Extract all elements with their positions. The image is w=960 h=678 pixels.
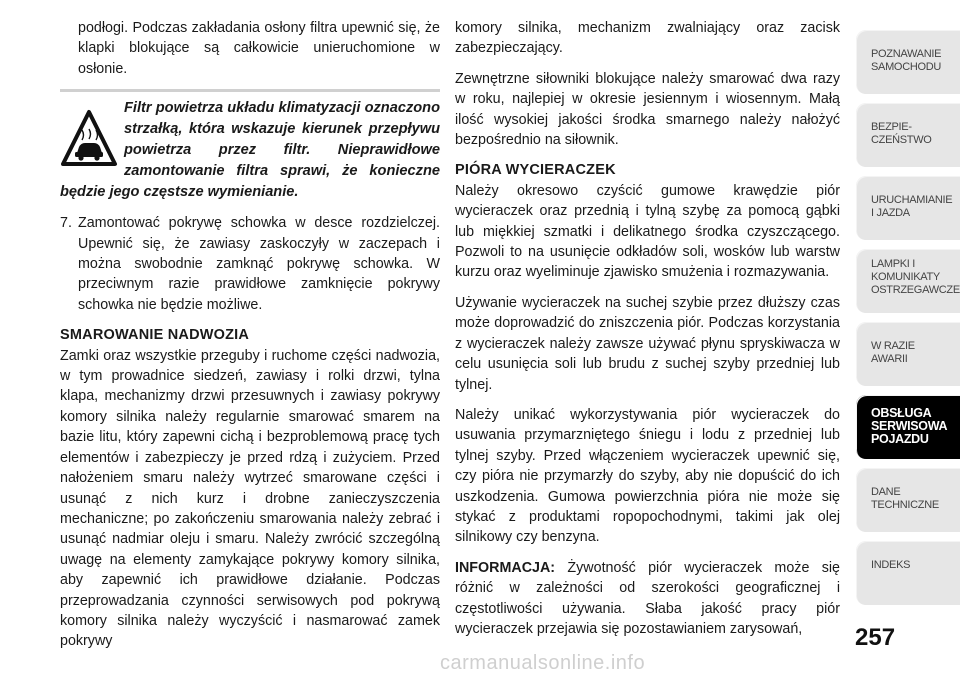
tab-obsluga-serwisowa[interactable]: OBSŁUGA SERWISOWA POJAZDU [856,395,960,459]
right-paragraph-5: Należy unikać wykorzystywania piór wycieraczek do usuwania przymarzniętego śniegu i lodu z przedniej lub tylnej szyby. Przed włączeniem wycieraczek upewnić się, czy pióra nie przymarzły do szyby, aby nie dopuścić do ich uszkodzenia. Gumowa powierzchnia pióra nie może się stykać z produktami ropopochodnymi, takimi jak olej silnikowy czy benzyna. [455,406,840,546]
intro-paragraph: podłogi. Podczas zakładania osłony filtra upewnić się, że klapki blokujące są całkowicie unieruchomione w osłonie. [78,20,440,77]
warning-text: Filtr powietrza układu klimatyzacji oznaczono strzałką, która wskazuje kierunek przepływu powietrza przez filtr. Nieprawidłowe zamontowanie filtra sprawi, że konieczne będzie jego częstsze wymienianie. [60,100,440,201]
right-paragraph-1: komory silnika, mechanizm zwalniający oraz zacisk zabezpieczający. [455,20,840,57]
lubrication-paragraph: Zamki oraz wszystkie przeguby i ruchome części nadwozia, w tym prowadnice siedzeń, zawiasy i rolki drzwi, tylna klapa, mechanizmy drzwi przesuwnych i zawiasy pokrywy komory silnika należy regularnie smarować smarem na bazie litu, który zapewni cichą i bezproblemową pracę tych elementów i zabezpieczy je przed rdzą i zużyciem. Przed nałożeniem smaru należy wytrzeć smarowane części i usunąć z nich kurz i drobne zanieczyszczenia mechaniczne; po zakończeniu smarowania należy zebrać i usunąć nadmiar oleju i smaru. Należy zwrócić szczególną uwagę na elementy zamykające pokrywy komory silnika, aby zapewnić ich prawidłowe działanie. Podczas przeprowadzania czynności serwisowych pod pokrywą komory silnika należy wyczyścić i nasmarować zamek pokrywy [60,347,440,650]
right-paragraph-2: Zewnętrzne siłowniki blokujące należy smarować dwa razy w roku, najlepiej w okresie jesiennym i wiosennym. Małą ilość wysokiej jakości środka smarnego należy nałożyć bezpośrednio na siłownik. [455,70,840,149]
warning-triangle-car-icon [60,108,118,170]
section-heading-lubrication: SMAROWANIE NADWOZIA [60,327,250,344]
tab-poznawanie[interactable]: POZNAWANIE SAMOCHODU [856,30,960,94]
info-text: Żywotność piór wycieraczek może się różnić w zależności od szerokości geograficznej i częstotliwości używania. Słaba jakość pracy piór wycieraczek przejawia się pozostawianiem zarysowań, [455,559,840,637]
tab-uruchamianie[interactable]: URUCHAMIANIE I JAZDA [856,176,960,240]
list-number: 7. [60,215,72,232]
page-number: 257 [855,624,896,651]
tab-indeks[interactable]: INDEKS [856,541,960,605]
list-item-7 [60,213,440,315]
chapter-tabs [856,30,960,614]
watermark: carmanualsonline.info [440,652,646,674]
right-column [455,18,840,649]
section-heading-wipers: PIÓRA WYCIERACZEK [455,162,616,179]
info-paragraph [455,558,840,640]
info-label: INFORMACJA: [455,559,556,576]
tab-bezpieczenstwo[interactable]: BEZPIE- CZEŃSTWO [856,103,960,167]
tab-lampki[interactable]: LAMPKI I KOMUNIKATY OSTRZEGAWCZE [856,249,960,313]
list-item-text: Zamontować pokrywę schowka w desce rozdzielczej. Upewnić się, że zawiasy zaskoczyły w zaczepach i można swobodnie zamknąć pokrywę schowka. W przeciwnym razie prawidłowe zamknięcie pokrywy schowka nie będzie możliwe. [78,215,440,313]
tab-w-razie-awarii[interactable]: W RAZIE AWARII [856,322,960,386]
warning-box [60,89,440,203]
tab-dane-techniczne[interactable]: DANE TECHNICZNE [856,468,960,532]
left-column [60,18,440,662]
right-paragraph-3: Należy okresowo czyścić gumowe krawędzie piór wycieraczek oraz przednią i tylną szybę za pomocą gąbki lub miękkiej szmatki i delikatnego środka czyszczącego. Pozwoli to na usunięcie odkładów soli, wosków lub warstw kurzu oraz wyeliminuje zjawisko smużenia i rozmazywania. [455,182,840,281]
right-paragraph-4: Używanie wycieraczek na suchej szybie przez dłuższy czas może doprowadzić do zniszczenia piór. Podczas korzystania z wycieraczek należy zawsze używać płynu spryskiwacza w celu usunięcia soli lub brudu z suchej szyby przedniej lub tylnej. [455,294,840,393]
